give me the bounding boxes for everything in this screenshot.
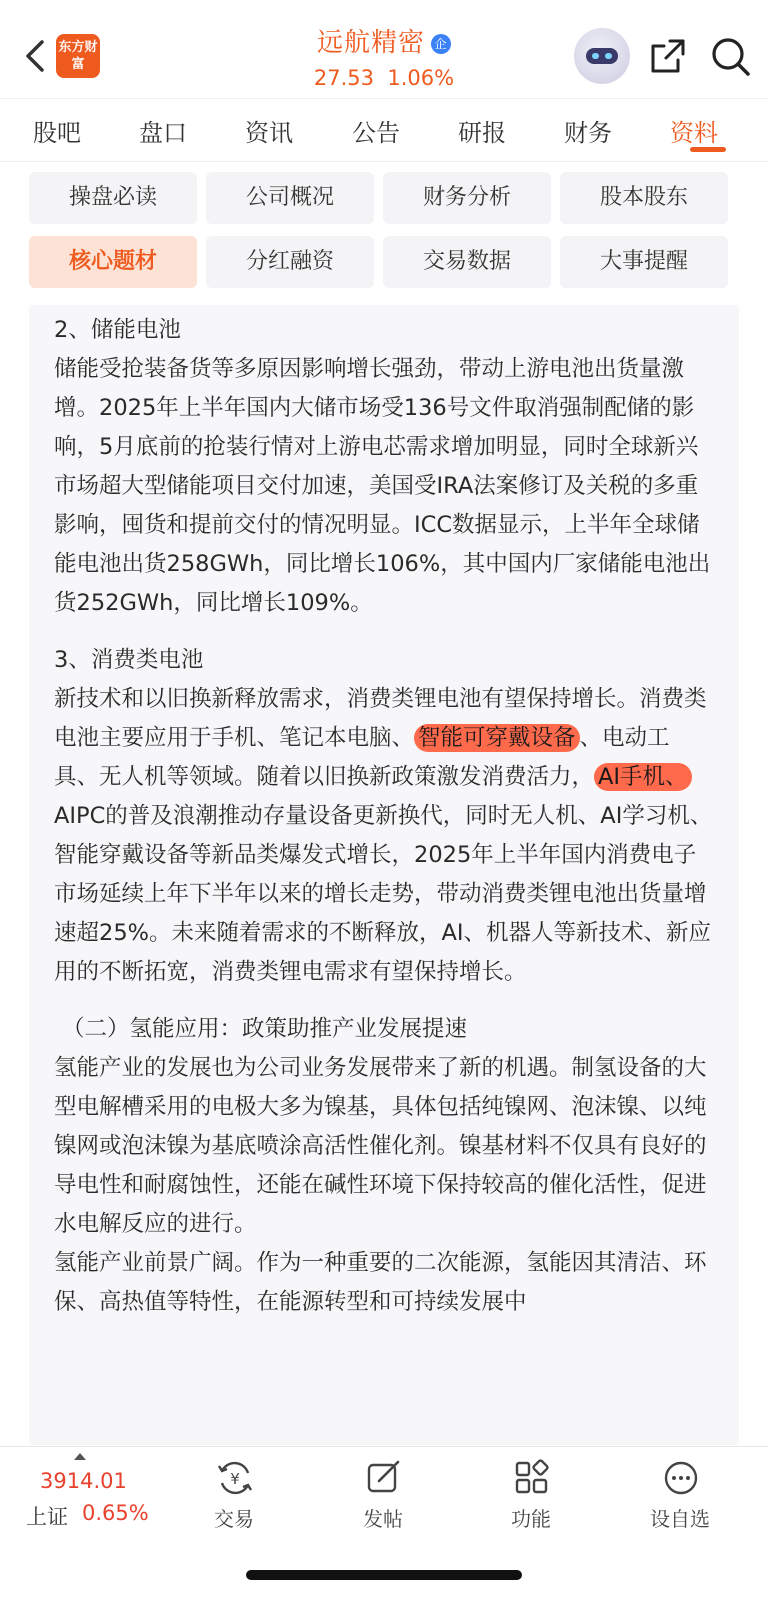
stock-name: 远航精密 [316, 28, 425, 58]
subtab-company-overview[interactable]: 公司概况 [206, 172, 374, 224]
tab-pankou[interactable]: 盘口 [139, 119, 187, 147]
more-icon [662, 1459, 700, 1497]
tab-guba[interactable]: 股吧 [33, 119, 81, 147]
section-heading: 3、消费类电池 [54, 647, 204, 673]
subtab-events[interactable]: 大事提醒 [560, 236, 728, 288]
grid-icon [513, 1459, 551, 1497]
tab-finance[interactable]: 财务 [564, 119, 612, 147]
edit-icon [365, 1459, 403, 1497]
body-text: 新技术和以旧换新释放需求，消费类锂电池有望保持增长。消费类电池主要应用于手机、笔记本电脑、 [54, 686, 707, 751]
section-body: 储能受抢装备货等多原因影响增长强劲，带动上游电池出货量激增。2025年上半年国内大储市场受136号文件取消强制配储的影响，5月底前的抢装行情对上游电芯需求增加明显，同时全球新兴市场超大型储能项目交付加速，美国受IRA法案修订及关税的多重影响，囤货和提前交付的情况明显。ICC数据显示，上半年全球储能电池出货258GWh，同比增长106%，其中国内厂家储能电池出货252GWh，同比增长109%。 [54, 356, 711, 616]
stock-change: 1.06% [387, 66, 455, 90]
svg-text:¥: ¥ [230, 1470, 240, 1488]
active-tab-indicator [690, 147, 726, 152]
subtab-trading-guide[interactable]: 操盘必读 [29, 172, 197, 224]
robot-eye [592, 53, 599, 59]
robot-eye [605, 53, 612, 59]
core-themes-content [54, 311, 714, 1322]
stock-price: 27.53 [313, 66, 375, 90]
section-heading: 2、储能电池 [54, 317, 181, 343]
tab-news[interactable]: 资讯 [245, 119, 293, 147]
body-text: 、电动工具、无人机等领域。随着以旧换新政策激发消费活力， [54, 725, 670, 790]
subtab-shareholders[interactable]: 股本股东 [560, 172, 728, 224]
home-indicator[interactable] [246, 1570, 522, 1580]
section-body: 氢能产业的发展也为公司业务发展带来了新的机遇。制氢设备的大型电解槽采用的电极大多为镍基，具体包括纯镍网、泡沫镍、以纯镍网或泡沫镍为基底喷涂高活性催化剂。镍基材料不仅具有良好的导电性和耐腐蚀性，还能在碱性环境下保持较高的催化活性，促进水电解反应的进行。 [54, 1055, 707, 1237]
nav-label: 功能 [511, 1507, 551, 1531]
trade-button[interactable] [174, 1447, 294, 1547]
share-icon[interactable] [648, 36, 688, 76]
app-logo: 东方财富 [56, 34, 100, 78]
nav-label: 设自选 [650, 1507, 710, 1531]
tab-bar [0, 98, 768, 162]
highlight-mark: 智能可穿戴设备 [414, 724, 580, 752]
ai-assistant-robot-icon[interactable] [574, 28, 630, 84]
add-watchlist-button[interactable] [620, 1447, 740, 1547]
functions-button[interactable] [471, 1447, 591, 1547]
index-value: 3914.01 [40, 1469, 127, 1493]
subtab-dividends[interactable]: 分红融资 [206, 236, 374, 288]
tab-research[interactable]: 研报 [458, 119, 506, 147]
enterprise-badge-icon: 企 [431, 34, 451, 54]
robot-face [586, 48, 618, 64]
section-body [54, 680, 714, 992]
search-icon[interactable] [710, 36, 752, 78]
subtab-core-themes[interactable]: 核心题材 [29, 236, 197, 288]
tab-announcements[interactable]: 公告 [352, 119, 400, 147]
nav-label: 交易 [214, 1507, 254, 1531]
subtab-trading-data[interactable]: 交易数据 [383, 236, 551, 288]
yuan-exchange-icon [216, 1459, 254, 1497]
section-body: 氢能产业前景广阔。作为一种重要的二次能源，氢能因其清洁、环保、高热值等特性，在能源转型和可持续发展中 [54, 1250, 707, 1315]
body-text: AIPC的普及浪潮推动存量设备更新换代，同时无人机、AI学习机、智能穿戴设备等新品类爆发式增长，2025年上半年国内消费电子市场延续上年下半年以来的增长走势，带动消费类锂电池出货量增速超25%。未来随着需求的不断释放，AI、机器人等新技术、新应用的不断拓宽，消费类锂电需求有望保持增长。 [54, 803, 713, 985]
subtab-financial-analysis[interactable]: 财务分析 [383, 172, 551, 224]
index-name: 上证 [26, 1505, 68, 1529]
section-heading: （二）氢能应用：政策助推产业发展提速 [62, 1016, 468, 1042]
highlight-mark: AI手机、 [594, 763, 692, 791]
app-header [0, 0, 768, 98]
post-button[interactable] [323, 1447, 443, 1547]
index-change: 0.65% [82, 1501, 149, 1525]
expand-up-icon [74, 1453, 86, 1460]
nav-label: 发帖 [363, 1507, 403, 1531]
tab-profile[interactable]: 资料 [670, 119, 718, 147]
